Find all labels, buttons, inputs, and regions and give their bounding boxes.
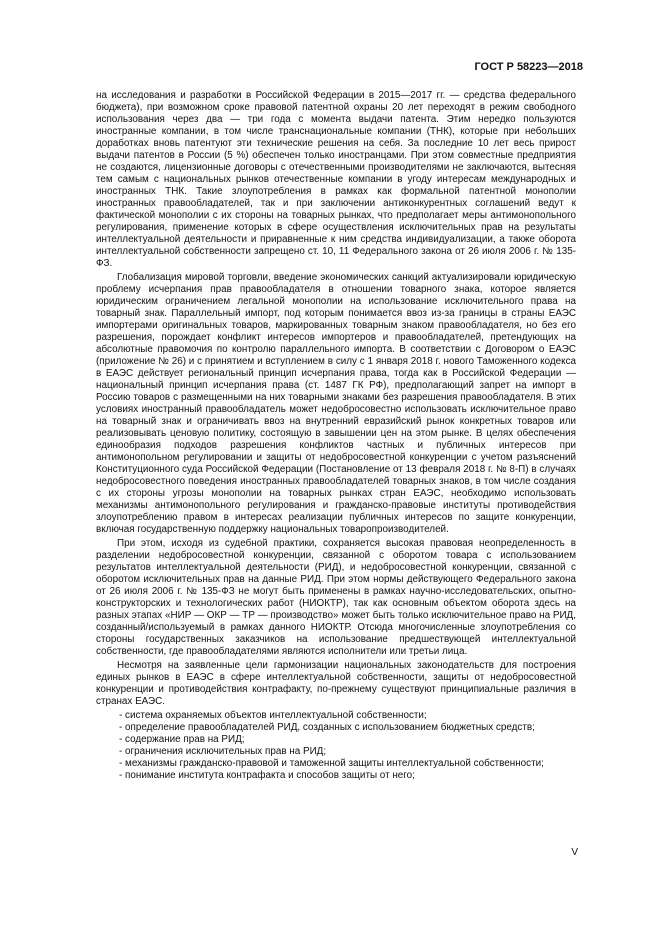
document-id: ГОСТ Р 58223—2018 <box>474 61 583 73</box>
paragraph: Несмотря на заявленные цели гармонизации национальных законодательств для построения единых рынков в ЕАЭС в сфере интеллектуальной собственности, защиты от недобросовестной конкуренции и противодействия контрафакту, по-прежнему существуют принципиальные различия в странах ЕАЭС. <box>96 660 576 707</box>
page-number: V <box>571 847 578 858</box>
list-item: - понимание института контрафакта и способов защиты от него; <box>119 770 415 781</box>
list-item: - механизмы гражданско-правовой и таможенной защиты интеллектуальной собственности; <box>119 758 544 769</box>
differences-list <box>96 710 576 782</box>
paragraph: Глобализация мировой торговли, введение экономических санкций актуализировали юридическую проблему исчерпания прав правообладателя в отношении товарного знака, которое является юридическим ограничением легальной монополии на использование исключительного права на товарный знак. Параллельный импорт, под которым понимается ввоз из-за границы в страны ЕАЭС импортерами оригинальных товаров, маркированных товарным знаком правообладателя, но без его разрешения, порождает конфликт интересов импортеров и правообладателей, претендующих на абсолютные правомочия по контролю параллельного импорта. В соответствии с Договором о ЕАЭС (приложение № 26) и с принятием и вступлением в силу с 1 января 2018 г. нового Таможенного кодекса в ЕАЭС действует региональный принцип исчерпания права, тогда как в Российской Федерации — национальный принцип исчерпания права (ст. 1487 ГК РФ), предполагающий запрет на импорт в Россию товаров с размещенными на них товарными знаками без разрешения правообладателя. В этих условиях иностранный правообладатель может недобросовестно использовать исключительное право на товарный знак и ограничивать ввоз на внутренний евразийский рынок конкретных товаров или реализовывать ценовую политику, состоящую в завышении цен на этом рынке. В целях обеспечения единообразия подходов разрешения конфликтов частных и публичных интересов при антимонопольном регулировании и защиты от недобросовестной конкуренции с учетом разъяснений Конституционного суда Российской Федерации (Постановление от 13 февраля 2018 г. № 8-П) в случаях недобросовестного поведения иностранных правообладателей товарных знаков, в том числе создания с их стороны угрозы монополии на товарных рынках стран ЕАЭС, необходимо использовать механизмы антимонопольного регулирования и гражданско-правовые институты противодействия злоупотреблению правом в интересах реализации публичных интересов по защите конкуренции, включая государственную поддержку национальных товаропроизводителей. <box>96 272 576 535</box>
list-item: - определение правообладателей РИД, созданных с использованием бюджетных средств; <box>119 722 535 733</box>
paragraph: При этом, исходя из судебной практики, сохраняется высокая правовая неопределенность в разделении недобросовестной конкуренции, связанной с оборотом товара с использованием результатов интеллектуальной деятельности (РИД), и недобросовестной конкуренции, связанной с оборотом исключительных прав на данные РИД. При этом нормы действующего Федерального закона от 26 июля 2006 г. № 135-ФЗ не могут быть применены в рамках научно-исследовательских, опытно-конструкторских и технологических работ (НИОКТР), так как основным объектом оборота здесь на разных этапах «НИР — ОКР — ТР — производство» может быть только исключительное право на РИД, созданный/используемый в рамках данного НИОКТР. Отсюда многочисленные злоупотребления со стороны государственных заказчиков на использование предшествующей интеллектуальной собственности, где правообладателями являются исполнители или третьи лица. <box>96 538 576 657</box>
body-text <box>96 90 576 782</box>
list-item: - ограничения исключительных прав на РИД; <box>119 746 327 757</box>
list-item: - система охраняемых объектов интеллектуальной собственности; <box>119 710 427 721</box>
list-item: - содержание прав на РИД; <box>119 734 245 745</box>
paragraph: на исследования и разработки в Российской Федерации в 2015—2017 гг. — средства федерального бюджета), при возможном сроке правовой патентной охраны 20 лет переходят в режим свободного использования через два — три года с момента выдачи патента. Этим нередко пользуются иностранные компании, в том числе транснациональные компании (ТНК), которые при небольших доработках вновь патентуют эти технические решения на себя. За последние 10 лет весь прирост выдачи патентов в России (5 %) обеспечен только иностранцами. При этом совместные предприятия не создаются, лицензионные договоры с отечественными производителями не заключаются, вытесняя тем самым с национальных рынков отечественные компании в угоду интересам международных и иностранных ТНК. Такие злоупотребления в рамках как формальной патентной монополии иностранных правообладателей, так и при заключении антиконкурентных соглашений ведут к фактической монополии с их стороны на товарных рынках, что предполагает меры антимонопольного регулирования, применение которых в сфере осуществления исключительных прав на результаты интеллектуальной деятельности и приравненные к ним средства индивидуализации, а также оборота интеллектуальной собственности запрещено ст. 10, 11 Федерального закона от 26 июля 2006 г. № 135-ФЗ. <box>96 90 576 269</box>
